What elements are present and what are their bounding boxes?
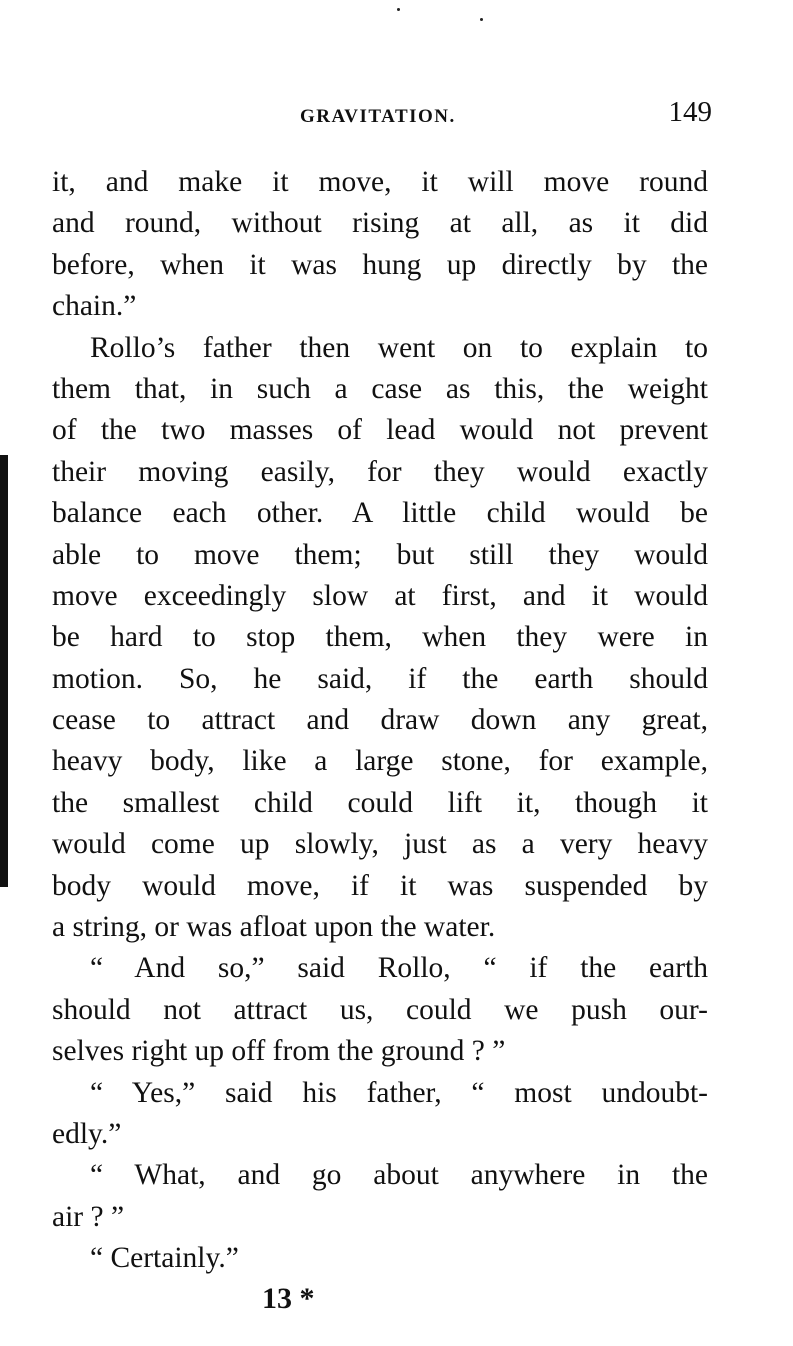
page-number: 149 [668,96,712,128]
text-line: a string, or was afloat upon the water. [52,911,496,944]
text-line: selves right up off from the ground ? ” [52,1035,506,1068]
ink-speck [397,8,400,11]
text-line: “ What, and go about anywhere in the [90,1159,708,1192]
text-line: chain.” [52,290,137,323]
text-line: and round, without rising at all, as it did [52,207,708,240]
text-line: them that, in such a case as this, the weight [52,372,708,405]
text-line: “ Yes,” said his father, “ most undoubt- [90,1076,708,1109]
text-line: body would move, if it was suspended by [52,869,708,902]
text-line: would come up slowly, just as a very heavy [52,828,708,861]
text-line: of the two masses of lead would not prevent [52,414,708,447]
text-line: before, when it was hung up directly by the [52,248,708,281]
text-line: able to move them; but still they would [52,538,708,571]
text-line: “ Certainly.” [90,1242,239,1275]
text-line: it, and make it move, it will move round [52,166,708,198]
text-line: air ? ” [52,1200,125,1233]
binding-edge-mark [0,455,8,887]
text-line: their moving easily, for they would exactly [52,455,708,488]
text-line: motion. So, he said, if the earth should [52,662,708,695]
text-line: move exceedingly slow at first, and it would [52,579,708,612]
text-line: be hard to stop them, when they were in [52,621,708,654]
text-line: “ And so,” said Rollo, “ if the earth [90,952,708,985]
text-line: Rollo’s father then went on to explain to [90,331,708,364]
page-header [52,96,712,136]
text-line: should not attract us, could we push our- [52,993,708,1026]
running-head: GRAVITATION. [300,106,456,127]
text-line: cease to attract and draw down any great, [52,704,708,737]
text-line: balance each other. A little child would be [52,497,708,530]
text-line: the smallest child could lift it, though it [52,786,708,819]
text-line: heavy body, like a large stone, for example, [52,745,708,778]
body-text [52,162,708,1280]
text-line: edly.” [52,1117,122,1150]
ink-speck [480,18,483,21]
signature-mark: 13 * [262,1282,315,1315]
